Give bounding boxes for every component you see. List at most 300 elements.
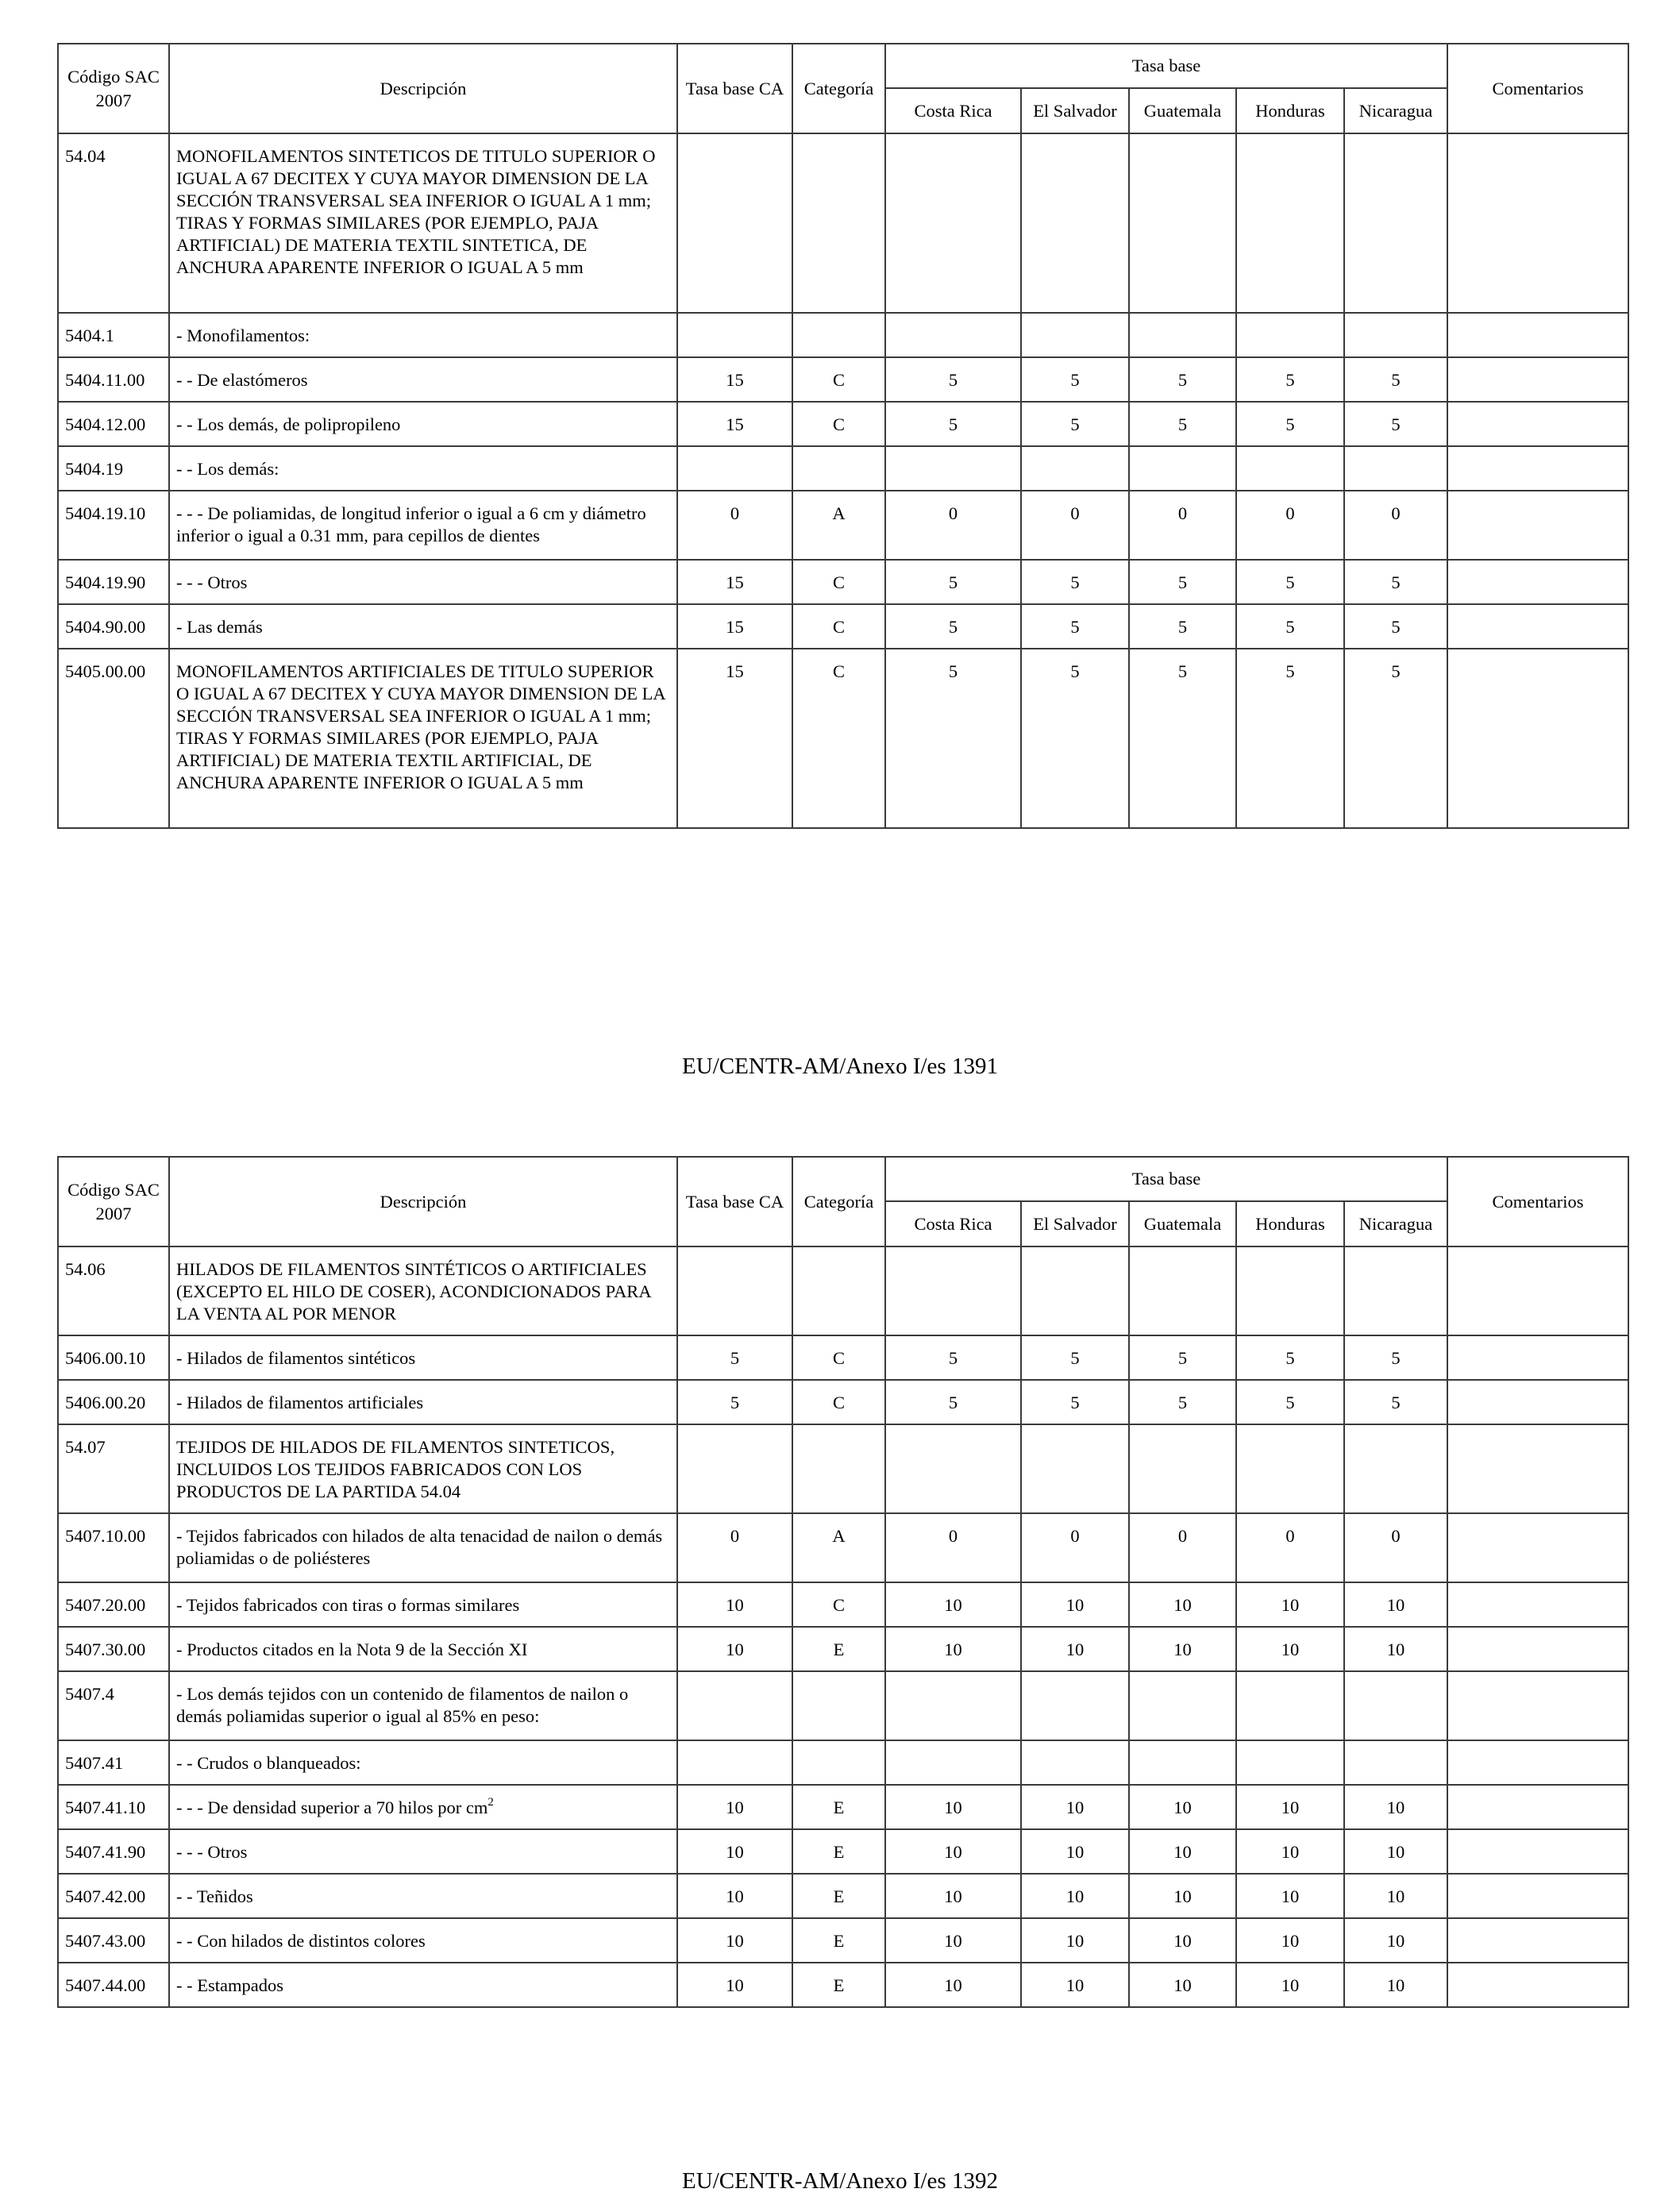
table-row: [58, 1380, 1628, 1424]
superscript: 2: [487, 1796, 494, 1809]
costa-rica-cell: 10: [885, 1874, 1021, 1918]
comentarios-cell: [1447, 1380, 1628, 1424]
codigo-cell: 5406.00.20: [58, 1380, 169, 1424]
honduras-cell: [1236, 1246, 1344, 1335]
descripcion-text: - - Teñidos: [176, 1886, 253, 1906]
descripcion-text: - - - Otros: [176, 1842, 248, 1862]
codigo-cell: 5407.41.90: [58, 1829, 169, 1874]
table-row: [58, 1874, 1628, 1918]
comentarios-cell: [1447, 133, 1628, 313]
tasa-base-ca-cell: [677, 133, 792, 313]
codigo-cell: 54.07: [58, 1424, 169, 1513]
categoria-cell: [792, 1671, 885, 1740]
honduras-cell: 5: [1236, 402, 1344, 446]
honduras-cell: 10: [1236, 1963, 1344, 2007]
costa-rica-cell: [885, 133, 1021, 313]
descripcion-cell: [169, 357, 677, 402]
descripcion-cell: [169, 604, 677, 649]
tasa-base-ca-cell: [677, 313, 792, 357]
honduras-cell: 10: [1236, 1918, 1344, 1963]
descripcion-text: - Monofilamentos:: [176, 326, 310, 345]
el-salvador-cell: [1021, 1671, 1129, 1740]
descripcion-text: - Las demás: [176, 617, 263, 637]
descripcion-text: - Hilados de filamentos artificiales: [176, 1393, 424, 1412]
descripcion-text: HILADOS DE FILAMENTOS SINTÉTICOS O ARTIFICIALES (EXCEPTO EL HILO DE COSER), ACONDICIONADOS PARA LA VENTA AL POR MENOR: [176, 1259, 651, 1324]
table-row: [58, 1918, 1628, 1963]
categoria-header: Categoría: [792, 1157, 885, 1246]
comentarios-cell: [1447, 1874, 1628, 1918]
nicaragua-cell: 10: [1344, 1829, 1447, 1874]
table-row: [58, 1424, 1628, 1513]
comentarios-cell: [1447, 1424, 1628, 1513]
categoria-cell: C: [792, 649, 885, 828]
costa-rica-cell: [885, 1424, 1021, 1513]
honduras-cell: [1236, 1671, 1344, 1740]
nicaragua-cell: [1344, 1246, 1447, 1335]
page-footer-1392: EU/CENTR-AM/Anexo I/es 1392: [682, 2168, 998, 2194]
country-header: Costa Rica: [885, 88, 1021, 133]
categoria-cell: E: [792, 1963, 885, 2007]
tasa-base-ca-cell: 10: [677, 1918, 792, 1963]
tasa-base-ca-cell: 0: [677, 491, 792, 560]
categoria-cell: C: [792, 604, 885, 649]
codigo-cell: 5404.19.10: [58, 491, 169, 560]
tariff-table-page-1391: [57, 43, 1629, 829]
categoria-cell: A: [792, 491, 885, 560]
nicaragua-cell: 5: [1344, 649, 1447, 828]
table-row: [58, 1582, 1628, 1627]
descripcion-text: - - Con hilados de distintos colores: [176, 1931, 426, 1951]
comentarios-cell: [1447, 1335, 1628, 1380]
country-header: El Salvador: [1021, 88, 1129, 133]
descripcion-cell: [169, 1627, 677, 1671]
table-body: [58, 133, 1628, 828]
tasa-base-ca-cell: 15: [677, 560, 792, 604]
costa-rica-cell: 10: [885, 1627, 1021, 1671]
descripcion-cell: [169, 1582, 677, 1627]
honduras-cell: 10: [1236, 1829, 1344, 1874]
tasa-base-ca-cell: 15: [677, 357, 792, 402]
descripcion-cell: [169, 133, 677, 313]
descripcion-text: - - Crudos o blanqueados:: [176, 1753, 361, 1773]
comentarios-cell: [1447, 649, 1628, 828]
comentarios-cell: [1447, 1582, 1628, 1627]
table-row: [58, 1335, 1628, 1380]
costa-rica-cell: 5: [885, 357, 1021, 402]
codigo-cell: 5407.41: [58, 1740, 169, 1785]
el-salvador-cell: [1021, 446, 1129, 491]
categoria-cell: E: [792, 1627, 885, 1671]
el-salvador-cell: 10: [1021, 1963, 1129, 2007]
guatemala-cell: 10: [1129, 1582, 1236, 1627]
table-row: [58, 604, 1628, 649]
guatemala-cell: 10: [1129, 1874, 1236, 1918]
descripcion-cell: [169, 1918, 677, 1963]
nicaragua-cell: 5: [1344, 604, 1447, 649]
codigo-cell: 5407.41.10: [58, 1785, 169, 1829]
descripcion-text: - - - De densidad superior a 70 hilos por cm: [176, 1797, 488, 1817]
tasa-base-ca-cell: [677, 1424, 792, 1513]
table-row: [58, 1246, 1628, 1335]
descripcion-cell: [169, 491, 677, 560]
costa-rica-cell: 10: [885, 1963, 1021, 2007]
guatemala-cell: 5: [1129, 402, 1236, 446]
guatemala-cell: 5: [1129, 1335, 1236, 1380]
honduras-cell: [1236, 1740, 1344, 1785]
comentarios-cell: [1447, 1627, 1628, 1671]
el-salvador-cell: 5: [1021, 402, 1129, 446]
guatemala-cell: 5: [1129, 1380, 1236, 1424]
el-salvador-cell: [1021, 313, 1129, 357]
nicaragua-cell: 10: [1344, 1582, 1447, 1627]
tasa-base-ca-cell: [677, 446, 792, 491]
table-row: [58, 1785, 1628, 1829]
el-salvador-cell: 10: [1021, 1874, 1129, 1918]
table-row: [58, 133, 1628, 313]
codigo-cell: 54.04: [58, 133, 169, 313]
codigo-cell: 5407.4: [58, 1671, 169, 1740]
tasa-base-group-header: Tasa base: [885, 1157, 1447, 1201]
descripcion-cell: [169, 560, 677, 604]
categoria-cell: [792, 133, 885, 313]
categoria-cell: E: [792, 1829, 885, 1874]
costa-rica-cell: 5: [885, 1335, 1021, 1380]
tasa-base-ca-cell: 15: [677, 402, 792, 446]
el-salvador-cell: [1021, 1424, 1129, 1513]
table-row: [58, 402, 1628, 446]
guatemala-cell: 10: [1129, 1963, 1236, 2007]
guatemala-cell: 5: [1129, 649, 1236, 828]
categoria-cell: [792, 1246, 885, 1335]
comentarios-cell: [1447, 1513, 1628, 1582]
comentarios-cell: [1447, 1785, 1628, 1829]
comentarios-cell: [1447, 560, 1628, 604]
comentarios-cell: [1447, 446, 1628, 491]
guatemala-cell: 0: [1129, 1513, 1236, 1582]
comentarios-cell: [1447, 1671, 1628, 1740]
costa-rica-cell: [885, 313, 1021, 357]
codigo-cell: 54.06: [58, 1246, 169, 1335]
el-salvador-cell: [1021, 1740, 1129, 1785]
costa-rica-cell: 5: [885, 402, 1021, 446]
honduras-cell: 5: [1236, 1335, 1344, 1380]
descripcion-text: - - Los demás:: [176, 459, 279, 479]
categoria-cell: C: [792, 1335, 885, 1380]
honduras-cell: 10: [1236, 1785, 1344, 1829]
descripcion-text: MONOFILAMENTOS ARTIFICIALES DE TITULO SUPERIOR O IGUAL A 67 DECITEX Y CUYA MAYOR DIMENSION DE LA SECCIÓN TRANSVERSAL SEA INFERIOR O IGUAL A 1 mm; TIRAS Y FORMAS SIMILARES (POR EJEMPLO, PAJA ARTIFICIAL) DE MATERIA TEXTIL ARTIFICIAL, DE ANCHURA APARENTE INFERIOR O IGUAL A 5 mm: [176, 661, 665, 792]
guatemala-cell: [1129, 1246, 1236, 1335]
costa-rica-cell: 5: [885, 560, 1021, 604]
honduras-cell: 5: [1236, 649, 1344, 828]
codigo-sac-header: Código SAC 2007: [58, 44, 169, 133]
country-header: Costa Rica: [885, 1201, 1021, 1246]
table-row: [58, 1513, 1628, 1582]
comentarios-cell: [1447, 1740, 1628, 1785]
codigo-cell: 5407.42.00: [58, 1874, 169, 1918]
el-salvador-cell: 10: [1021, 1918, 1129, 1963]
el-salvador-cell: 0: [1021, 1513, 1129, 1582]
table-row: [58, 491, 1628, 560]
honduras-cell: 5: [1236, 1380, 1344, 1424]
codigo-cell: 5407.43.00: [58, 1918, 169, 1963]
guatemala-cell: 0: [1129, 491, 1236, 560]
guatemala-cell: [1129, 446, 1236, 491]
descripcion-text: - Los demás tejidos con un contenido de filamentos de nailon o demás poliamidas superior o igual al 85% en peso:: [176, 1684, 629, 1726]
nicaragua-cell: 5: [1344, 357, 1447, 402]
nicaragua-cell: [1344, 313, 1447, 357]
tasa-base-ca-header: Tasa base CA: [677, 44, 792, 133]
guatemala-cell: 5: [1129, 560, 1236, 604]
comentarios-cell: [1447, 1918, 1628, 1963]
tasa-base-ca-header: Tasa base CA: [677, 1157, 792, 1246]
descripcion-cell: [169, 1335, 677, 1380]
codigo-cell: 5404.11.00: [58, 357, 169, 402]
guatemala-cell: [1129, 313, 1236, 357]
categoria-cell: E: [792, 1785, 885, 1829]
guatemala-cell: [1129, 133, 1236, 313]
descripcion-text: - Tejidos fabricados con hilados de alta tenacidad de nailon o demás poliamidas o de poliésteres: [176, 1526, 663, 1568]
guatemala-cell: 10: [1129, 1829, 1236, 1874]
page-footer-1391: EU/CENTR-AM/Anexo I/es 1391: [682, 1054, 998, 1079]
guatemala-cell: 5: [1129, 604, 1236, 649]
guatemala-cell: 5: [1129, 357, 1236, 402]
descripcion-cell: [169, 1246, 677, 1335]
descripcion-cell: [169, 1424, 677, 1513]
tariff-table-page-1392: [57, 1156, 1629, 2008]
honduras-cell: 10: [1236, 1627, 1344, 1671]
el-salvador-cell: 5: [1021, 1380, 1129, 1424]
el-salvador-cell: 5: [1021, 357, 1129, 402]
codigo-cell: 5404.19.90: [58, 560, 169, 604]
table-row: [58, 1740, 1628, 1785]
costa-rica-cell: 0: [885, 491, 1021, 560]
descripcion-text: - Tejidos fabricados con tiras o formas similares: [176, 1595, 520, 1615]
tasa-base-ca-cell: 5: [677, 1380, 792, 1424]
honduras-cell: [1236, 133, 1344, 313]
country-header: Honduras: [1236, 88, 1344, 133]
tasa-base-ca-cell: 0: [677, 1513, 792, 1582]
nicaragua-cell: 5: [1344, 1335, 1447, 1380]
categoria-cell: C: [792, 1380, 885, 1424]
comentarios-cell: [1447, 313, 1628, 357]
nicaragua-cell: [1344, 133, 1447, 313]
comentarios-cell: [1447, 402, 1628, 446]
descripcion-cell: [169, 1740, 677, 1785]
tasa-base-ca-cell: [677, 1246, 792, 1335]
country-header: Honduras: [1236, 1201, 1344, 1246]
comentarios-cell: [1447, 1246, 1628, 1335]
tasa-base-ca-cell: 15: [677, 604, 792, 649]
costa-rica-cell: 10: [885, 1829, 1021, 1874]
costa-rica-cell: 5: [885, 1380, 1021, 1424]
honduras-cell: 5: [1236, 357, 1344, 402]
categoria-cell: C: [792, 357, 885, 402]
nicaragua-cell: 10: [1344, 1918, 1447, 1963]
comentarios-cell: [1447, 604, 1628, 649]
tasa-base-ca-cell: 10: [677, 1785, 792, 1829]
tasa-base-ca-cell: 10: [677, 1874, 792, 1918]
tasa-base-ca-cell: [677, 1740, 792, 1785]
descripcion-cell: [169, 1963, 677, 2007]
table-row: [58, 1627, 1628, 1671]
honduras-cell: 0: [1236, 491, 1344, 560]
descripcion-cell: [169, 446, 677, 491]
nicaragua-cell: [1344, 1671, 1447, 1740]
guatemala-cell: [1129, 1671, 1236, 1740]
costa-rica-cell: 0: [885, 1513, 1021, 1582]
comentarios-header: Comentarios: [1447, 44, 1628, 133]
el-salvador-cell: 5: [1021, 1335, 1129, 1380]
comentarios-cell: [1447, 357, 1628, 402]
country-header: Guatemala: [1129, 1201, 1236, 1246]
el-salvador-cell: 10: [1021, 1829, 1129, 1874]
honduras-cell: 10: [1236, 1582, 1344, 1627]
categoria-cell: [792, 1740, 885, 1785]
nicaragua-cell: 10: [1344, 1785, 1447, 1829]
honduras-cell: 0: [1236, 1513, 1344, 1582]
codigo-cell: 5407.30.00: [58, 1627, 169, 1671]
nicaragua-cell: 0: [1344, 1513, 1447, 1582]
el-salvador-cell: 10: [1021, 1582, 1129, 1627]
nicaragua-cell: 5: [1344, 560, 1447, 604]
honduras-cell: [1236, 313, 1344, 357]
comentarios-cell: [1447, 1829, 1628, 1874]
costa-rica-cell: 5: [885, 649, 1021, 828]
nicaragua-cell: 10: [1344, 1627, 1447, 1671]
country-header: Guatemala: [1129, 88, 1236, 133]
table-row: [58, 560, 1628, 604]
nicaragua-cell: 10: [1344, 1963, 1447, 2007]
honduras-cell: 10: [1236, 1874, 1344, 1918]
tasa-base-ca-cell: 10: [677, 1829, 792, 1874]
nicaragua-cell: 0: [1344, 491, 1447, 560]
table-header: [58, 1157, 1628, 1246]
descripcion-cell: [169, 402, 677, 446]
descripcion-text: - - De elastómeros: [176, 370, 308, 390]
descripcion-text: MONOFILAMENTOS SINTETICOS DE TITULO SUPERIOR O IGUAL A 67 DECITEX Y CUYA MAYOR DIMENSION DE LA SECCIÓN TRANSVERSAL SEA INFERIOR O IGUAL A 1 mm; TIRAS Y FORMAS SIMILARES (POR EJEMPLO, PAJA ARTIFICIAL) DE MATERIA TEXTIL SINTETICA, DE ANCHURA APARENTE INFERIOR O IGUAL A 5 mm: [176, 146, 656, 277]
codigo-cell: 5405.00.00: [58, 649, 169, 828]
categoria-cell: A: [792, 1513, 885, 1582]
costa-rica-cell: [885, 1740, 1021, 1785]
descripcion-text: TEJIDOS DE HILADOS DE FILAMENTOS SINTETICOS, INCLUIDOS LOS TEJIDOS FABRICADOS CON LOS PRODUCTOS DE LA PARTIDA 54.04: [176, 1437, 615, 1501]
categoria-cell: E: [792, 1918, 885, 1963]
table-row: [58, 1671, 1628, 1740]
comentarios-cell: [1447, 1963, 1628, 2007]
el-salvador-cell: 5: [1021, 649, 1129, 828]
el-salvador-cell: 10: [1021, 1627, 1129, 1671]
descripcion-cell: [169, 1785, 677, 1829]
honduras-cell: 5: [1236, 560, 1344, 604]
nicaragua-cell: [1344, 446, 1447, 491]
descripcion-text: - - Los demás, de polipropileno: [176, 414, 401, 434]
costa-rica-cell: [885, 446, 1021, 491]
descripcion-text: - Productos citados en la Nota 9 de la Sección XI: [176, 1640, 528, 1659]
nicaragua-cell: 5: [1344, 1380, 1447, 1424]
descripcion-text: - Hilados de filamentos sintéticos: [176, 1348, 416, 1368]
categoria-cell: E: [792, 1874, 885, 1918]
descripcion-cell: [169, 1874, 677, 1918]
descripcion-header: Descripción: [169, 1157, 677, 1246]
descripcion-text: - - Estampados: [176, 1975, 283, 1995]
guatemala-cell: [1129, 1424, 1236, 1513]
honduras-cell: [1236, 1424, 1344, 1513]
costa-rica-cell: [885, 1671, 1021, 1740]
el-salvador-cell: 5: [1021, 560, 1129, 604]
descripcion-text: - - - Otros: [176, 572, 248, 592]
honduras-cell: 5: [1236, 604, 1344, 649]
nicaragua-cell: [1344, 1424, 1447, 1513]
tasa-base-group-header: Tasa base: [885, 44, 1447, 88]
descripcion-cell: [169, 1380, 677, 1424]
el-salvador-cell: [1021, 133, 1129, 313]
nicaragua-cell: 5: [1344, 402, 1447, 446]
guatemala-cell: 10: [1129, 1627, 1236, 1671]
table-body: [58, 1246, 1628, 2007]
nicaragua-cell: [1344, 1740, 1447, 1785]
codigo-cell: 5404.12.00: [58, 402, 169, 446]
el-salvador-cell: 5: [1021, 604, 1129, 649]
comentarios-cell: [1447, 491, 1628, 560]
costa-rica-cell: 10: [885, 1582, 1021, 1627]
codigo-cell: 5406.00.10: [58, 1335, 169, 1380]
codigo-cell: 5404.19: [58, 446, 169, 491]
guatemala-cell: 10: [1129, 1918, 1236, 1963]
tasa-base-ca-cell: 5: [677, 1335, 792, 1380]
categoria-cell: C: [792, 402, 885, 446]
nicaragua-cell: 10: [1344, 1874, 1447, 1918]
codigo-cell: 5407.10.00: [58, 1513, 169, 1582]
el-salvador-cell: 10: [1021, 1785, 1129, 1829]
country-header: El Salvador: [1021, 1201, 1129, 1246]
tasa-base-ca-cell: 15: [677, 649, 792, 828]
descripcion-cell: [169, 1829, 677, 1874]
tasa-base-ca-cell: 10: [677, 1627, 792, 1671]
table-header: [58, 44, 1628, 133]
table-row: [58, 446, 1628, 491]
table-row: [58, 649, 1628, 828]
codigo-sac-header: Código SAC 2007: [58, 1157, 169, 1246]
codigo-cell: 5404.90.00: [58, 604, 169, 649]
costa-rica-cell: [885, 1246, 1021, 1335]
descripcion-cell: [169, 1513, 677, 1582]
codigo-cell: 5407.20.00: [58, 1582, 169, 1627]
guatemala-cell: [1129, 1740, 1236, 1785]
categoria-header: Categoría: [792, 44, 885, 133]
codigo-cell: 5404.1: [58, 313, 169, 357]
el-salvador-cell: [1021, 1246, 1129, 1335]
honduras-cell: [1236, 446, 1344, 491]
categoria-cell: C: [792, 1582, 885, 1627]
codigo-cell: 5407.44.00: [58, 1963, 169, 2007]
table-row: [58, 1963, 1628, 2007]
table-row: [58, 357, 1628, 402]
guatemala-cell: 10: [1129, 1785, 1236, 1829]
categoria-cell: [792, 446, 885, 491]
comentarios-header: Comentarios: [1447, 1157, 1628, 1246]
tasa-base-ca-cell: 10: [677, 1963, 792, 2007]
tasa-base-ca-cell: [677, 1671, 792, 1740]
descripcion-cell: [169, 1671, 677, 1740]
country-header: Nicaragua: [1344, 88, 1447, 133]
table-row: [58, 1829, 1628, 1874]
country-header: Nicaragua: [1344, 1201, 1447, 1246]
el-salvador-cell: 0: [1021, 491, 1129, 560]
descripcion-cell: [169, 649, 677, 828]
categoria-cell: C: [792, 560, 885, 604]
costa-rica-cell: 5: [885, 604, 1021, 649]
descripcion-header: Descripción: [169, 44, 677, 133]
categoria-cell: [792, 1424, 885, 1513]
